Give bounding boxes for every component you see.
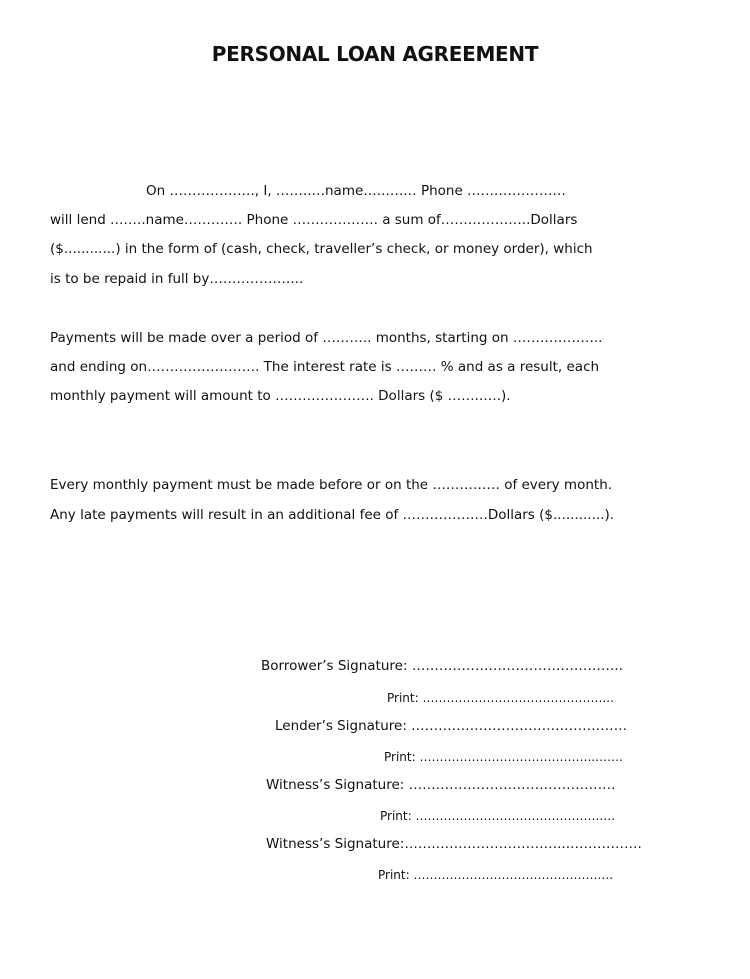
- paragraph-line: ($............) in the form of (cash, check, traveller’s check, or money order), which: [50, 241, 593, 257]
- borrower-print-line: Print: ………………………………………...: [387, 691, 614, 705]
- paragraph-line: monthly payment will amount to …………………. Dollars ($ ……..….).: [50, 388, 511, 404]
- document-title: PERSONAL LOAN AGREEMENT: [211, 42, 539, 66]
- paragraph-line: On ………………., I, ……..…name…..….… Phone …….……………: [146, 183, 566, 199]
- witness-print-line: Print: ……………………………………….….: [380, 809, 616, 823]
- borrower-signature-line: Borrower’s Signature: ………………………………………..: [261, 658, 623, 674]
- lender-print-line: Print: ……………………………………..…….: [384, 750, 623, 764]
- witness-signature-line: Witness’s Signature:…….………………………...…………….: [266, 836, 642, 852]
- paragraph-line: Payments will be made over a period of ……….. months, starting on ………………..: [50, 330, 603, 346]
- paragraph-line: is to be repaid in full by………………...: [50, 271, 304, 287]
- paragraph-line: and ending on……………………. The interest rate is ……… % and as a result, each: [50, 359, 600, 375]
- witness-print-line: Print: ……………………………………….….: [378, 868, 614, 882]
- paragraph-line: Every monthly payment must be made before or on the …………… of every month.: [50, 477, 613, 493]
- paragraph-line: will lend ….….name…………. Phone ………………. a sum of………………..Dollars: [50, 212, 578, 228]
- witness-signature-line: Witness’s Signature: ……………………………………….: [266, 777, 616, 793]
- paragraph-line: Any late payments will result in an additional fee of ……………….Dollars ($............).: [50, 507, 615, 523]
- lender-signature-line: Lender’s Signature: …………………………………………: [275, 718, 628, 734]
